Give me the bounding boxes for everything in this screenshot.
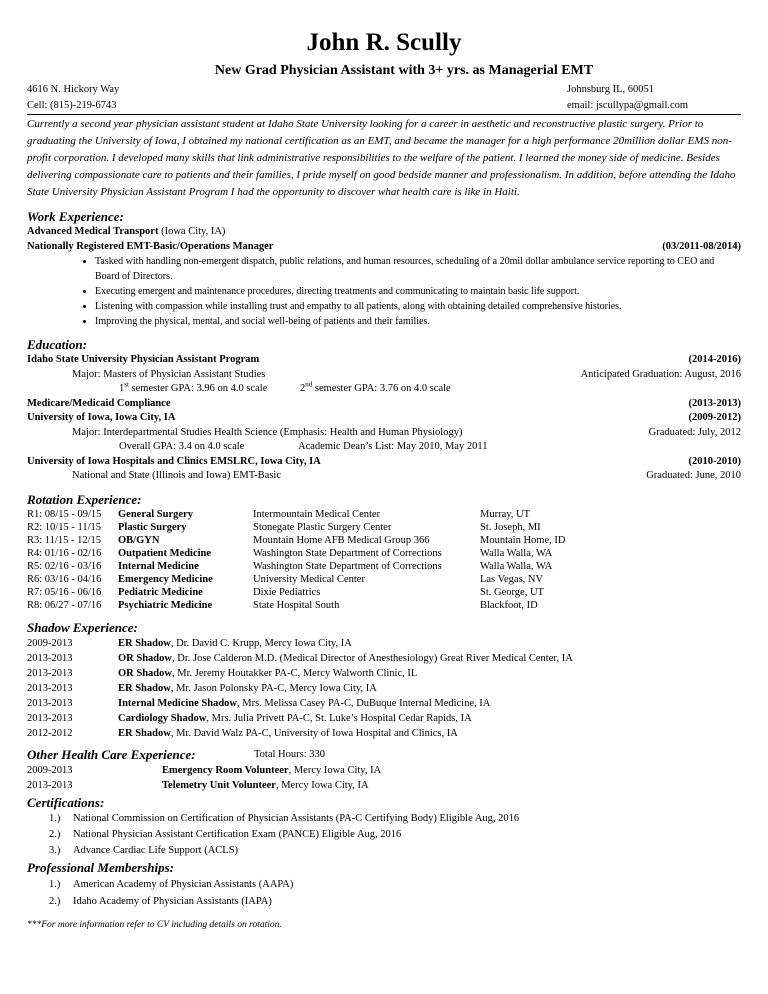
shadow-years: 2013-2013 [27, 682, 73, 694]
rotation-name: Internal Medicine [118, 560, 199, 572]
rotation-row [27, 508, 741, 521]
email[interactable]: email: jscullypa@gmail.com [567, 100, 689, 111]
shadow-type: ER Shadow [118, 727, 171, 739]
edu-ui-line [27, 411, 741, 426]
edu-isu-major-line [27, 368, 741, 383]
rotation-id: R6: 03/16 - 04/16 [27, 573, 102, 585]
rotation-place: Washington State Department of Corrections [253, 560, 442, 572]
rotation-city: Walla Walla, WA [480, 560, 553, 572]
cert-num: 3.) [49, 844, 61, 856]
rotation-name: General Surgery [118, 508, 193, 520]
edu-isu-name: Idaho State University Physician Assistant Program [27, 354, 260, 365]
shadow-desc [118, 666, 418, 681]
rotation-place: Intermountain Medical Center [253, 508, 381, 520]
membership-num: 2.) [49, 895, 61, 907]
rotation-row [27, 534, 741, 547]
rotation-name: Psychiatric Medicine [118, 599, 213, 611]
work-employer-location: (Iowa City, IA) [158, 226, 226, 237]
shadow-row [27, 681, 741, 696]
other-years: 2013-2013 [27, 779, 73, 791]
rotation-id: R2: 10/15 - 11/15 [27, 521, 101, 533]
work-bullet: • Listening with compassion while installing trust and empathy to all patients, along with obtaining detailed comprehensive histories. [95, 299, 721, 314]
rotation-place: State Hospital South [253, 599, 340, 611]
shadow-type: Internal Medicine Shadow [118, 697, 238, 709]
other-row [27, 778, 741, 793]
edu-ui-dates: (2009-2012) [688, 412, 741, 423]
edu-emslrc-grad: Graduated: June, 2010 [646, 470, 741, 481]
rotation-id: R8: 06/27 - 07/16 [27, 599, 102, 611]
edu-emslrc-detail: National and State (Illinois and Iowa) EMT-Basic [72, 470, 281, 481]
rotation-place: Mountain Home AFB Medical Group 366 [253, 534, 430, 546]
rotation-row [27, 573, 741, 586]
membership-num: 1.) [49, 878, 61, 890]
cert-item [27, 811, 741, 827]
certifications-heading: Certifications: [27, 794, 105, 810]
shadow-heading: Shadow Experience: [27, 619, 138, 635]
work-bullet: • Tasked with handling non-emergent dispatch, public relations, and human resources, scheduling of a 20mil dollar ambulance service reporting to CEO and Board of Directors. [95, 254, 721, 284]
rotation-city: Blackfoot, ID [480, 599, 538, 611]
footer-note: ***For more information refer to CV including details on rotation. [27, 919, 282, 930]
work-employer: Advanced Medical Transport [27, 226, 159, 237]
work-bullets [27, 254, 741, 329]
work-dates: (03/2011-08/2014) [662, 240, 741, 252]
shadow-detail: , Dr. Jose Calderon M.D. (Medical Director of Anesthesiology) Great River Medical Center, IA [171, 652, 573, 664]
shadow-years: 2013-2013 [27, 712, 73, 724]
rotation-id: R3: 11/15 - 12/15 [27, 534, 101, 546]
cert-text: Advance Cardiac Life Support (ACLS) [73, 844, 239, 856]
rotations-heading: Rotation Experience: [27, 491, 142, 507]
edu-isu-gpa-line [27, 382, 741, 397]
other-role: Emergency Room Volunteer [162, 764, 289, 776]
edu-ui-grad: Graduated: July, 2012 [648, 426, 741, 438]
shadow-desc [118, 711, 472, 726]
rotation-city: St. Joseph, MI [480, 521, 541, 533]
membership-text: Idaho Academy of Physician Assistants (IAPA) [73, 895, 272, 907]
shadow-desc [118, 651, 573, 666]
gpa1-sup: st [124, 380, 129, 389]
work-bullet: • Executing emergent and maintenance procedures, directing treatments and communicating to maintain basic life support. [95, 284, 721, 299]
shadow-desc [118, 681, 377, 696]
edu-gpa-sem1 [119, 382, 267, 397]
cert-item [27, 843, 741, 859]
edu-isu-dates: (2014-2016) [688, 354, 741, 365]
gpa2-text: semester GPA: 3.76 on 4.0 scale [312, 383, 451, 394]
edu-emslrc-dates: (2010-2010) [688, 455, 741, 467]
cert-item [27, 827, 741, 843]
rotation-place: Washington State Department of Corrections [253, 547, 442, 559]
edu-ui-gpa-line [27, 440, 741, 455]
other-heading-line [27, 747, 741, 763]
gpa1-text: semester GPA: 3.96 on 4.0 scale [128, 383, 268, 394]
other-detail: , Mercy Iowa City, IA [275, 779, 369, 791]
edu-isu-major: Major: Masters of Physician Assistant Studies [72, 368, 266, 380]
membership-text: American Academy of Physician Assistants (AAPA) [73, 878, 294, 890]
other-years: 2009-2013 [27, 764, 73, 776]
shadow-years: 2009-2013 [27, 637, 73, 649]
shadow-row [27, 726, 741, 741]
rotation-place: Stonegate Plastic Surgery Center [253, 521, 392, 533]
rotation-row [27, 599, 741, 612]
applicant-name: John R. Scully [306, 29, 462, 56]
shadow-desc [118, 696, 491, 711]
phone: Cell: (815)-219-6743 [27, 100, 117, 111]
rotation-id: R5: 02/16 - 03/16 [27, 560, 102, 572]
shadow-row [27, 666, 741, 681]
work-bullet: • Improving the physical, mental, and social well-being of patients and their families. [95, 314, 721, 329]
rotation-name: Pediatric Medicine [118, 586, 203, 598]
address: 4616 N. Hickory Way [27, 84, 120, 95]
edu-ui-gpa: Overall GPA: 3.4 on 4.0 scale [119, 441, 245, 452]
gpa1-num: 1 [119, 383, 125, 394]
rotation-city: Mountain Home, ID [480, 534, 566, 546]
memberships-list [27, 876, 741, 910]
education-heading: Education: [27, 337, 87, 352]
rotation-city: Murray, UT [480, 508, 531, 520]
rotation-row [27, 547, 741, 560]
rotation-id: R1: 08/15 - 09/15 [27, 508, 102, 520]
edu-ui: University of Iowa, Iowa City, IA [27, 412, 176, 423]
shadow-detail: , Dr. David C. Krupp, Mercy Iowa City, IA [170, 637, 352, 649]
work-employer-line [27, 225, 741, 240]
edu-ui-major-line [27, 426, 741, 441]
cert-num: 2.) [49, 828, 61, 840]
edu-medicare: Medicare/Medicaid Compliance [27, 397, 171, 409]
rotation-row [27, 586, 741, 599]
other-row [27, 763, 741, 778]
edu-ui-deans: Academic Dean’s List: May 2010, May 2011 [298, 441, 488, 452]
shadow-row [27, 651, 741, 666]
shadow-years: 2013-2013 [27, 652, 73, 664]
shadow-row [27, 711, 741, 726]
gpa2-sup: nd [305, 380, 313, 389]
edu-medicare-line [27, 397, 741, 412]
rotation-id: R7: 05/16 - 06/16 [27, 586, 102, 598]
cert-text: National Commission on Certification of Physician Assistants (PA-C Certifying Body) Eligible Aug, 2016 [73, 812, 520, 824]
edu-gpa-sem2 [300, 382, 451, 397]
shadow-detail: , Mrs. Melissa Casey PA-C, DuBuque Internal Medicine, IA [237, 697, 491, 709]
rotation-row [27, 521, 741, 534]
shadow-type: ER Shadow [118, 637, 171, 649]
city: Johnsburg IL, 60051 [567, 84, 655, 95]
contact-block [27, 82, 741, 114]
summary-paragraph: Currently a second year physician assistant student at Idaho State University looking for a career in aesthetic and reconstructive plastic surgery. Prior to graduating the University of Iowa, I obtained my national certification as an EMT, and became the manager for a high performance 20million dollar EMS non-profit corporation. I developed many skills that link administrative responsibilities to the welfare of the patient. I learned the money side of medicine. Besides delivering compassionate care to patients and their families, I pride myself on good bedside manner and professionalism. In addition, before attending the Idaho State University Physician Assistant Program I had the opportunity to discover what health care is like in Haiti. [27, 118, 736, 198]
other-desc [162, 778, 369, 793]
edu-isu-line [27, 353, 741, 368]
applicant-subtitle: New Grad Physician Assistant with 3+ yrs. as Managerial EMT [214, 63, 594, 78]
resume-page [27, 28, 741, 930]
shadow-type: ER Shadow [118, 682, 171, 694]
other-detail: , Mercy Iowa City, IA [288, 764, 382, 776]
work-heading: Work Experience: [27, 209, 124, 224]
rotation-name: Outpatient Medicine [118, 547, 212, 559]
rotation-row [27, 560, 741, 573]
shadow-years: 2013-2013 [27, 667, 73, 679]
shadow-desc [118, 636, 352, 651]
rotations-table [27, 508, 741, 612]
rotation-city: Las Vegas, NV [480, 573, 544, 585]
work-title: Nationally Registered EMT-Basic/Operations Manager [27, 240, 274, 252]
rotation-name: Plastic Surgery [118, 521, 187, 533]
rotation-place: University Medical Center [253, 573, 365, 585]
shadow-years: 2012-2012 [27, 727, 73, 739]
cert-text: National Physician Assistant Certification Exam (PANCE) Eligible Aug, 2016 [73, 828, 402, 840]
shadow-type: OR Shadow [118, 667, 172, 679]
certifications-list [27, 811, 741, 859]
other-desc [162, 763, 382, 778]
rotation-name: OB/GYN [118, 534, 160, 546]
edu-emslrc-detail-line [27, 469, 741, 484]
edu-isu-grad: Anticipated Graduation: August, 2016 [580, 368, 741, 380]
rotation-city: Walla Walla, WA [480, 547, 553, 559]
edu-ui-major: Major: Interdepartmental Studies Health Science (Emphasis: Health and Human Physiology) [72, 426, 463, 438]
shadow-years: 2013-2013 [27, 697, 73, 709]
header-rule [27, 114, 741, 115]
shadow-type: Cardiology Shadow [118, 712, 207, 724]
shadow-row [27, 696, 741, 711]
shadow-detail: , Mr. Jason Polonsky PA-C, Mercy Iowa City, IA [170, 682, 377, 694]
shadow-desc [118, 726, 458, 741]
membership-item [27, 893, 741, 910]
other-hours: Total Hours: 330 [254, 748, 326, 760]
memberships-heading: Professional Memberships: [27, 859, 174, 875]
shadow-detail: , Mr. Jeremy Houtakker PA-C, Mercy Walworth Clinic, IL [171, 667, 418, 679]
edu-emslrc-line [27, 455, 741, 470]
rotation-place: Dixie Pediatrics [253, 586, 321, 598]
edu-emslrc: University of Iowa Hospitals and Clinics EMSLRC [27, 455, 256, 467]
other-role: Telemetry Unit Volunteer [162, 779, 276, 791]
edu-emslrc-loc: , Iowa City, IA [255, 455, 321, 467]
rotation-city: St. George, UT [480, 586, 544, 598]
edu-medicare-dates: (2013-2013) [688, 397, 741, 409]
shadow-detail: , Mr. David Walz PA-C, University of Iowa Hospital and Clinics, IA [170, 727, 458, 739]
cert-num: 1.) [49, 812, 61, 824]
shadow-list [27, 636, 741, 741]
shadow-type: OR Shadow [118, 652, 172, 664]
shadow-row [27, 636, 741, 651]
rotation-name: Emergency Medicine [118, 573, 213, 585]
shadow-detail: , Mrs. Julia Privett PA-C, St. Luke’s Hospital Cedar Rapids, IA [206, 712, 472, 724]
work-title-line [27, 240, 741, 255]
gpa2-num: 2 [300, 383, 306, 394]
other-heading: Other Health Care Experience: [27, 746, 196, 762]
membership-item [27, 876, 741, 893]
rotation-id: R4: 01/16 - 02/16 [27, 547, 102, 559]
